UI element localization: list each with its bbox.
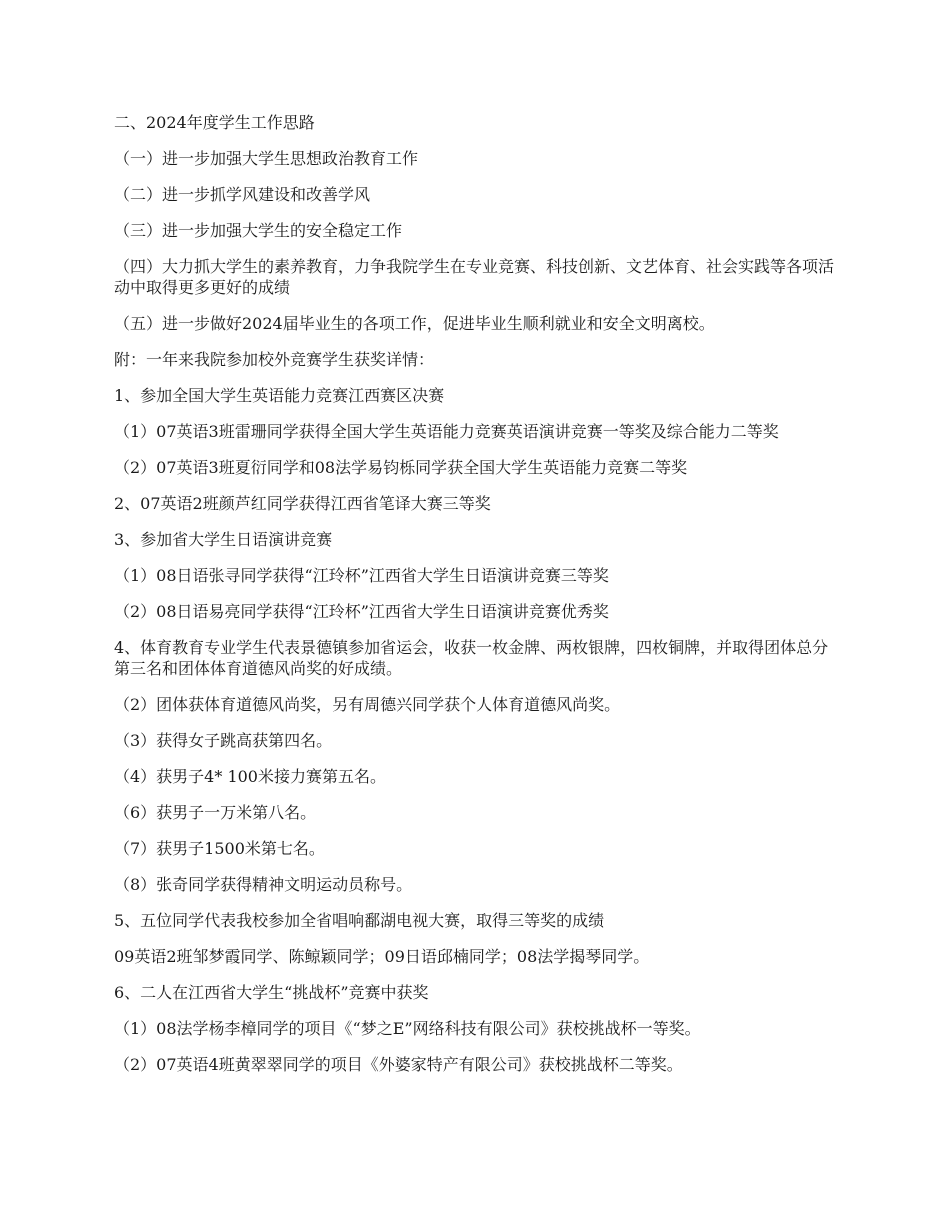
award-category: 1、参加全国大学生英语能力竞赛江西赛区决赛	[114, 386, 445, 405]
award-item: （2）08日语易亮同学获得“江玲杯”江西省大学生日语演讲竞赛优秀奖	[114, 602, 609, 621]
award-item: 09英语2班邹梦霞同学、陈鲸颖同学；09日语邱楠同学；08法学揭琴同学。	[114, 947, 650, 966]
award-category: 2、07英语2班颜芦红同学获得江西省笔译大赛三等奖	[114, 494, 491, 513]
award-category: 6、二人在江西省大学生“挑战杯”竞赛中获奖	[114, 983, 429, 1002]
award-item: （3）获得女子跳高获第四名。	[114, 731, 333, 750]
award-item: （2）团体获体育道德风尚奖，另有周德兴同学获个人体育道德风尚奖。	[114, 695, 621, 714]
award-item: （6）获男子一万米第八名。	[114, 803, 317, 822]
appendix-heading: 附：一年来我院参加校外竞赛学生获奖详情：	[114, 350, 435, 369]
list-item: （一）进一步加强大学生思想政治教育工作	[114, 149, 419, 168]
award-item: （1）08日语张寻同学获得“江玲杯”江西省大学生日语演讲竞赛三等奖	[114, 566, 609, 585]
award-category: 4、体育教育专业学生代表景德镇参加省运会，收获一枚金牌、两枚银牌，四枚铜牌，并取得团体总分第三名和团体体育道德风尚奖的好成绩。	[114, 638, 829, 678]
award-category: 3、参加省大学生日语演讲竞赛	[114, 530, 333, 549]
list-item: （五）进一步做好2024届毕业生的各项工作，促进毕业生顺利就业和安全文明离校。	[114, 314, 715, 333]
award-item: （4）获男子4* 100米接力赛第五名。	[114, 767, 386, 786]
award-item: （8）张奇同学获得精神文明运动员称号。	[114, 875, 413, 894]
award-item: （1）07英语3班雷珊同学获得全国大学生英语能力竞赛英语演讲竞赛一等奖及综合能力二等奖	[114, 422, 779, 441]
section-heading: 二、2024年度学生工作思路	[114, 113, 315, 132]
award-category: 5、五位同学代表我校参加全省唱响鄱湖电视大赛，取得三等奖的成绩	[114, 911, 605, 930]
list-item: （二）进一步抓学风建设和改善学风	[114, 185, 371, 204]
award-item: （2）07英语3班夏衍同学和08法学易钧栎同学获全国大学生英语能力竞赛二等奖	[114, 458, 688, 477]
award-item: （1）08法学杨李樟同学的项目《“梦之E”网络科技有限公司》获校挑战杯一等奖。	[114, 1019, 701, 1038]
list-item: （三）进一步加强大学生的安全稳定工作	[114, 221, 403, 240]
document-body	[114, 112, 840, 1090]
award-item: （7）获男子1500米第七名。	[114, 839, 325, 858]
list-item: （四）大力抓大学生的素养教育，力争我院学生在专业竞赛、科技创新、文艺体育、社会实践等各项活动中取得更多更好的成绩	[114, 257, 835, 297]
award-item: （2）07英语4班黄翠翠同学的项目《外婆家特产有限公司》获校挑战杯二等奖。	[114, 1055, 683, 1074]
